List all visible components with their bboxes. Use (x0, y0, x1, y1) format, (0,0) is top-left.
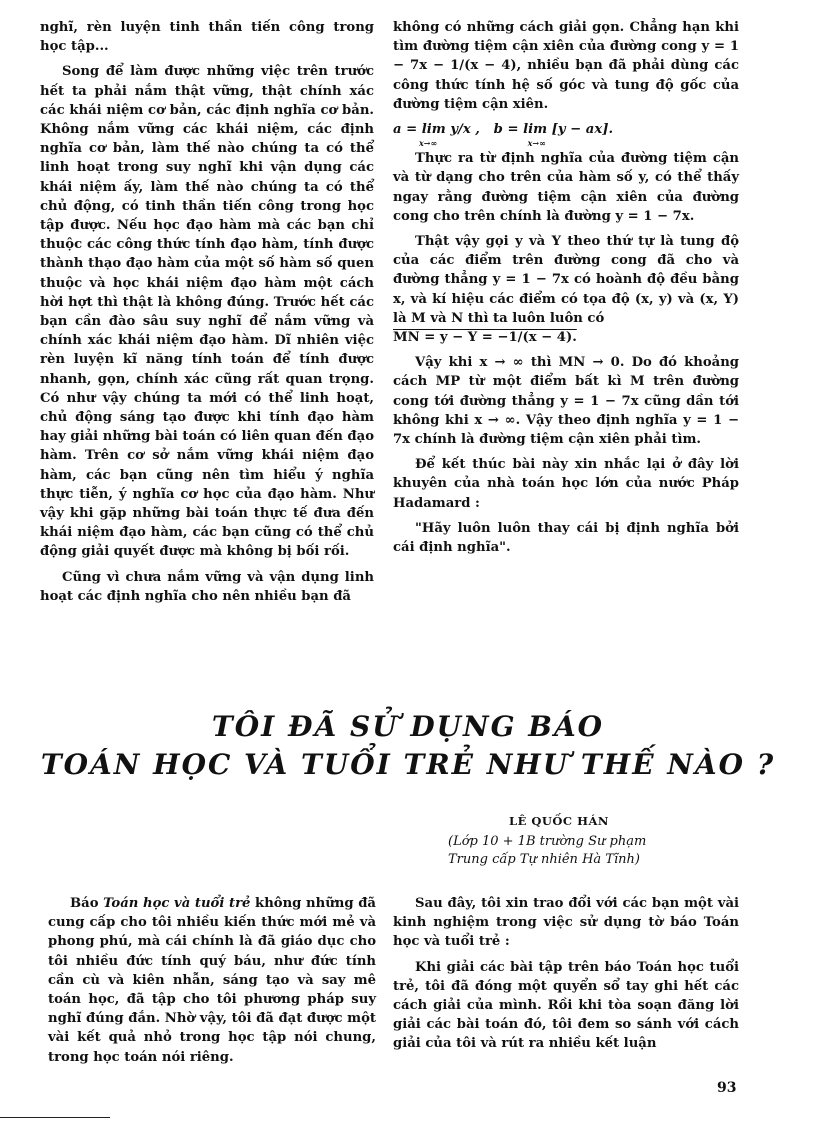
page-number: 93 (717, 1080, 737, 1096)
bottom-left-p1-post: không những đã cung cấp cho tôi nhiều kiến thức mới mẻ và phong phú, mà cái chính là đã giáo dục cho tôi nhiều đức tính quý báu, như đức tính cần cù và kiên nhẫn, sáng tạo và say mê toán học, đã tập cho tôi phương pháp suy nghĩ đúng đắn. Nhờ vậy, tôi đã đạt được một vài kết quả nhỏ trong học tập nói chung, trong học toán nói riêng. (48, 896, 376, 1065)
asymptote-formula (393, 120, 739, 149)
bottom-left-p1-pre: Báo (70, 896, 104, 911)
article-title-line-1: TÔI ĐÃ SỬ DỤNG BÁO (211, 710, 605, 743)
top-right-paragraph-2: Thực ra từ định nghĩa của đường tiệm cận và từ dạng cho trên của hàm số y, có thể thấy ngay rằng đường tiệm cận xiên của đường cong cho trên chính là đường y = 1 − 7x. (393, 151, 739, 224)
top-left-paragraph-2: Song để làm được những việc trên trước hết ta phải nắm thật vững, thật chính xác các khái niệm cơ bản, các định nghĩa cơ bản. Không nắm vững các khái niệm, các định nghĩa cơ bản, làm thế nào chúng ta có thể linh hoạt trong suy nghĩ khi vận dụng các khái niệm ấy, làm thế nào chúng ta có thể chủ động, có tinh thần tiến công trong học tập được. Nếu học đạo hàm mà các bạn chỉ thuộc các công thức tính đạo hàm, tính được thành thạo đạo hàm của một số hàm số quen thuộc và học khái niệm đạo hàm một cách hời hợt thì thật là không đúng. Trước hết các bạn cần đào sâu suy nghĩ để nắm vững và chính xác khái niệm đạo hàm. Dĩ nhiên việc rèn luyện kĩ năng tính toán để tính được nhanh, gọn, chính xác cũng rất quan trọng. Có như vậy chúng ta mới có thể linh hoạt, chủ động sáng tạo được khi tính đạo hàm hay giải những bài toán có liên quan đến đạo hàm. Trên cơ sở nắm vững khái niệm đạo hàm, các bạn cũng nên tìm hiểu ý nghĩa thực tiễn, ý nghĩa cơ học của đạo hàm. Như vậy khi gặp những bài toán thực tế đưa đến khái niệm đạo hàm, các bạn cũng có thể chủ động giải quyết được mà không bị bối rối. (40, 64, 374, 560)
top-right-paragraph-3: Thật vậy gọi y và Y theo thứ tự là tung độ của các điểm trên đường cong đã cho và đường thẳng y = 1 − 7x có hoành độ đều bằng x, và kí hiệu các điểm có tọa độ (x, y) và (x, Y) là M và N thì ta luôn luôn có (393, 234, 739, 326)
bottom-left-column (48, 894, 376, 1073)
top-right-equation: MN = y − Y = −1/(x − 4). (393, 330, 577, 346)
top-left-column (40, 18, 374, 612)
top-right-paragraph-1: không có những cách giải gọn. Chẳng hạn khi tìm đường tiệm cận xiên của đường cong y = 1 − 7x − 1/(x − 4), nhiều bạn đã phải dùng các công thức tính hệ số góc và tung độ gốc của đường tiệm cận xiên. (393, 20, 739, 112)
footer-rule (0, 1117, 110, 1118)
top-right-column (393, 18, 739, 563)
formula-a (393, 120, 480, 149)
bottom-right-paragraph-2: Khi giải các bài tập trên báo Toán học tuổi trẻ, tôi đã đóng một quyển sổ tay ghi hết các cách giải của mình. Rồi khi tòa soạn đăng lời giải các bài toán đó, tôi đem so sánh với cách giải của tôi và rút ra nhiều kết luận (393, 959, 739, 1052)
article-title-line-2: TOÁN HỌC VÀ TUỔI TRẺ NHƯ THẾ NÀO ? (40, 748, 776, 781)
author-affiliation-line-2: Trung cấp Tự nhiên Hà Tĩnh) (448, 852, 640, 867)
formula-b-subscript: x→∞ (527, 138, 546, 149)
author-affiliation-line-1: (Lớp 10 + 1B trường Sư phạm (448, 834, 647, 849)
top-left-paragraph-1: nghĩ, rèn luyện tinh thần tiến công trong học tập... (40, 20, 374, 55)
formula-b (493, 120, 614, 149)
bottom-left-paragraph-1 (48, 894, 376, 1067)
formula-a-text: a = lim y/x , (393, 122, 480, 138)
top-right-paragraph-4: Vậy khi x → ∞ thì MN → 0. Do đó khoảng cách MP từ một điểm bất kì M trên đường cong tới đường thẳng y = 1 − 7x cũng dần tới không khi x → ∞. Vậy theo định nghĩa y = 1 − 7x chính là đường tiệm cận xiên phải tìm. (393, 355, 739, 448)
top-left-paragraph-3: Cũng vì chưa nắm vững và vận dụng linh hoạt các định nghĩa cho nên nhiều bạn đã (40, 569, 374, 604)
magazine-name: Toán học và tuổi trẻ (103, 896, 251, 911)
author-name: LÊ QUỐC HÁN (509, 814, 609, 828)
bottom-right-paragraph-1: Sau đây, tôi xin trao đổi với các bạn một vài kinh nghiệm trong việc sử dụng tờ báo Toán học và tuổi trẻ : (393, 896, 739, 950)
formula-a-subscript: x→∞ (419, 138, 438, 149)
bottom-right-column (393, 894, 739, 1060)
top-right-paragraph-5: Để kết thúc bài này xin nhắc lại ở đây lời khuyên của nhà toán học lớn của nước Pháp Hadamard : (393, 457, 739, 511)
top-right-paragraph-6: "Hãy luôn luôn thay cái bị định nghĩa bởi cái định nghĩa". (393, 520, 739, 556)
formula-b-text: b = lim [y − ax]. (493, 122, 614, 138)
